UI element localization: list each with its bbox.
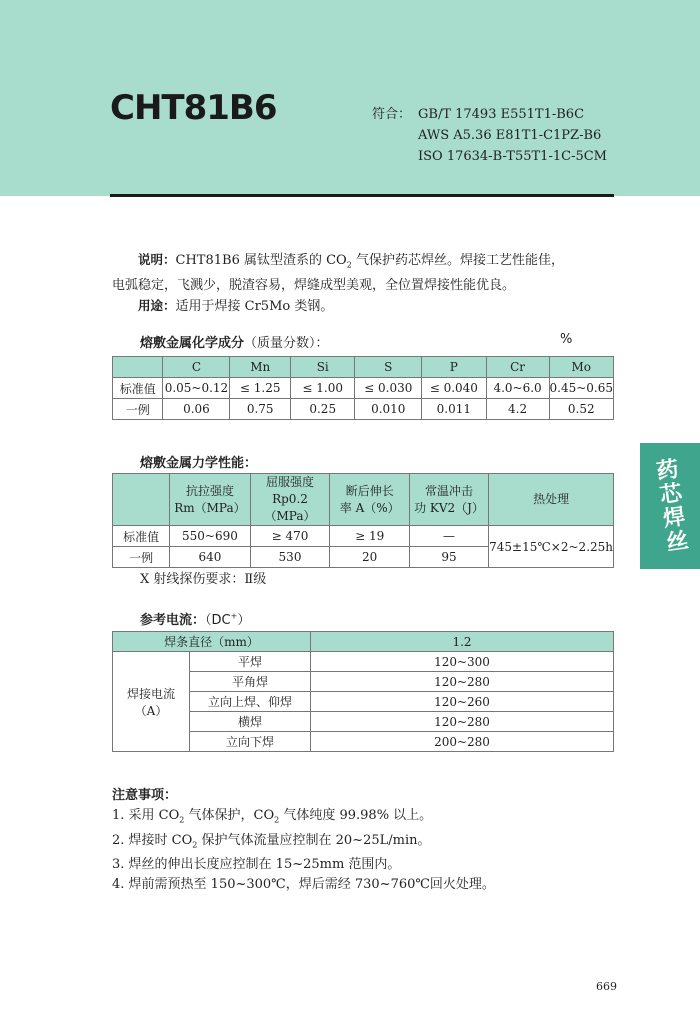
table-cell: ≤ 1.25 (230, 378, 291, 399)
note-text: 气体纯度 99.98% 以上。 (279, 808, 433, 823)
xray-requirement: X 射线探伤要求：Ⅱ级 (140, 572, 267, 587)
header-line: Rm（MPa） (174, 500, 246, 515)
header-line: 抗拉强度 (185, 483, 234, 498)
header-cell (330, 474, 409, 526)
usage-label: 用途： (138, 297, 176, 313)
table-cell: 一例 (113, 399, 163, 420)
side-category-tab[interactable] (640, 443, 700, 569)
page-number: 669 (596, 980, 617, 993)
sub: 2 (274, 815, 280, 825)
table-row (113, 526, 614, 547)
header-line: 功 KV2（J） (414, 500, 484, 515)
header-cell: C (163, 357, 230, 378)
table-row (113, 378, 614, 399)
header-cell (250, 474, 330, 526)
standards-label: 符合： (372, 107, 412, 122)
table-cell: — (409, 526, 488, 547)
header-cell: 1.2 (311, 632, 614, 652)
group-line: 焊接电流 (126, 686, 175, 701)
table-cell: ≤ 0.040 (422, 378, 487, 399)
table-cell: 0.75 (230, 399, 291, 420)
table-cell: ≤ 0.030 (355, 378, 422, 399)
value-cell: 120~260 (311, 692, 614, 712)
chemical-table (112, 356, 614, 420)
table-header-row (113, 357, 614, 378)
position-cell: 平角焊 (190, 672, 311, 692)
table-cell: 4.2 (486, 399, 549, 420)
current-table (112, 631, 614, 752)
note-text: 气体保护，CO (184, 808, 275, 823)
current-title-note: （DC (205, 613, 231, 628)
table-cell: 95 (409, 547, 488, 568)
chemical-title-note: （质量分数）： (244, 336, 329, 351)
note-3: 3. 焊丝的伸出长度应控制在 15~25mm 范围内。 (112, 857, 401, 873)
table-cell: 0.05~0.12 (163, 378, 230, 399)
description-text: CHT81B6 属钛型渣系的 CO (175, 253, 347, 268)
header-line: Rp0.2（MPa） (264, 492, 316, 523)
table-cell: 标准值 (113, 378, 163, 399)
standard-aws: AWS A5.36 E81T1-C1PZ-B6 (418, 128, 602, 143)
co2-sub: 2 (346, 260, 352, 270)
mechanical-title (140, 452, 257, 471)
value-cell: 120~300 (311, 652, 614, 672)
current-group-label (113, 652, 190, 752)
group-line: （A） (134, 703, 168, 718)
table-header-row (113, 474, 614, 526)
row-label: 标准值 (113, 526, 170, 547)
table-cell: 0.06 (163, 399, 230, 420)
table-cell: 0.25 (290, 399, 354, 420)
notes-title: 注意事项： (112, 788, 178, 803)
table-row (113, 399, 614, 420)
standard-gb: GB/T 17493 E551T1-B6C (418, 107, 585, 122)
table-cell: 4.0~6.0 (486, 378, 549, 399)
note-1 (112, 806, 495, 831)
description (112, 250, 618, 317)
header-cell: Mo (549, 357, 614, 378)
header-line: 断后伸长 (345, 483, 394, 498)
note-text: 保护气体流量应控制在 20~25L/min。 (197, 832, 431, 848)
note-2 (112, 831, 495, 856)
description-line2: 电弧稳定，飞溅少，脱渣容易，焊缝成型美观，全位置焊接性能优良。 (112, 277, 516, 293)
header-line: 常温冲击 (425, 483, 474, 498)
table-cell: ≥ 19 (330, 526, 409, 547)
position-cell: 立向上焊、仰焊 (190, 692, 311, 712)
value-cell: 120~280 (311, 712, 614, 732)
position-cell: 立向下焊 (190, 732, 311, 752)
header-cell: P (422, 357, 487, 378)
header-cell-empty (113, 474, 170, 526)
sub: 2 (192, 840, 198, 850)
heat-treatment-cell: 745±15℃×2~2.25h (489, 526, 614, 568)
note-text: 1. 采用 CO (112, 808, 180, 823)
chemical-unit: % (560, 332, 573, 347)
notes (112, 786, 495, 895)
header-cell: Cr (486, 357, 549, 378)
table-cell: 0.45~0.65 (549, 378, 614, 399)
sub: 2 (179, 815, 185, 825)
product-title: CHT81B6 (110, 88, 277, 128)
table-cell: 640 (170, 547, 250, 568)
current-title-end: ） (237, 613, 251, 628)
table-cell: 550~690 (170, 526, 250, 547)
table-cell: ≥ 470 (250, 526, 330, 547)
position-cell: 横焊 (190, 712, 311, 732)
header-divider (110, 194, 614, 197)
header-cell: 焊条直径（mm） (113, 632, 311, 652)
description-text-2: 气保护药芯焊丝。焊接工艺性能佳， (351, 253, 564, 268)
mechanical-table (112, 473, 614, 568)
header-cell: Mn (230, 357, 291, 378)
current-title-sup: + (230, 611, 238, 621)
chemical-title-text: 熔敷金属化学成分 (140, 336, 245, 351)
current-title-text: 参考电流： (140, 613, 206, 628)
table-cell: 0.011 (422, 399, 487, 420)
value-cell: 120~280 (311, 672, 614, 692)
header-cell: Si (290, 357, 354, 378)
header-cell (409, 474, 488, 526)
table-cell: ≤ 1.00 (290, 378, 354, 399)
table-cell: 20 (330, 547, 409, 568)
table-cell: 530 (250, 547, 330, 568)
header-line: 屈服强度 (265, 475, 314, 489)
header-cell (113, 357, 163, 378)
usage-text: 适用于焊接 Cr5Mo 类钢。 (175, 298, 334, 314)
header-line: 率 A（%） (339, 500, 400, 515)
table-cell: 0.010 (355, 399, 422, 420)
note-text: 2. 焊接时 CO (112, 832, 193, 848)
position-cell: 平焊 (190, 652, 311, 672)
header-cell: 热处理 (489, 474, 614, 526)
standard-iso: ISO 17634-B-T55T1-1C-5CM (418, 149, 607, 164)
table-cell: 0.52 (549, 399, 614, 420)
header-cell (170, 474, 250, 526)
side-tab-label: 药芯焊丝 (650, 456, 690, 556)
current-title (140, 609, 250, 628)
note-4: 4. 焊前需预热至 150~300℃，焊后需经 730~760℃回火处理。 (112, 877, 495, 893)
value-cell: 200~280 (311, 732, 614, 752)
table-row (113, 652, 614, 672)
chemical-title (140, 332, 329, 351)
mechanical-title-text: 熔敷金属力学性能： (140, 456, 258, 471)
description-label: 说明： (138, 252, 176, 267)
row-label: 一例 (113, 547, 170, 568)
table-header-row (113, 632, 614, 652)
header-cell: S (355, 357, 422, 378)
